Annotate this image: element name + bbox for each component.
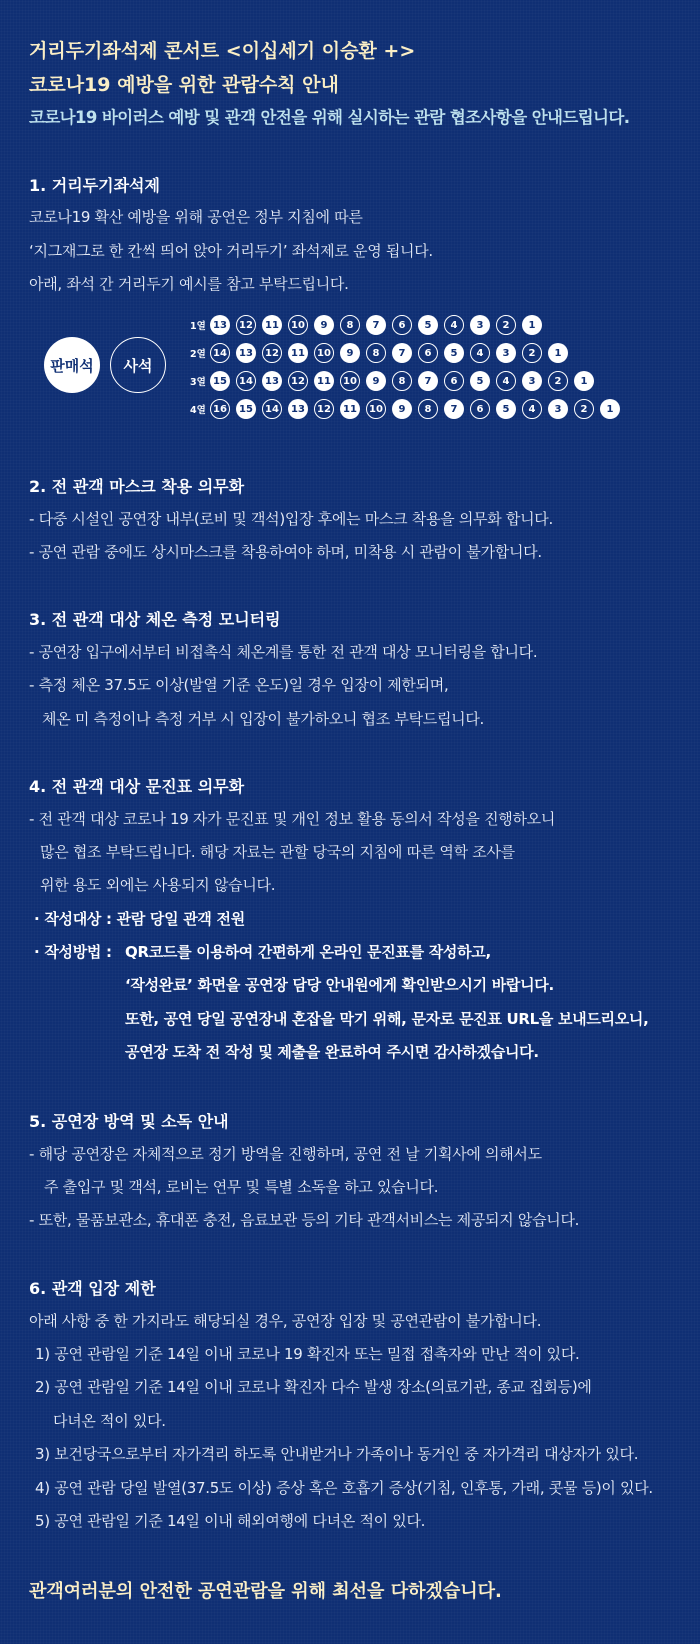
seat-sold: 7: [366, 315, 386, 335]
section-3-line: 체온 미 측정이나 측정 거부 시 입장이 불가하오니 협조 부탁드립니다.: [42, 710, 485, 728]
section-5-title: 5. 공연장 방역 및 소독 안내: [29, 1112, 229, 1131]
seat-distance: 2: [496, 315, 516, 335]
seat-row-label: 3열: [190, 377, 206, 388]
seat-sold: 15: [210, 371, 230, 391]
seat-distance: 14: [262, 399, 282, 419]
seat-distance: 8: [340, 315, 360, 335]
seat-sold: 3: [470, 315, 490, 335]
section-4-target: · 작성대상 : 관람 당일 관객 전원: [34, 910, 245, 928]
seat-distance: 16: [210, 399, 230, 419]
section-2-line: - 다중 시설인 공연장 내부(로비 및 객석)입장 후에는 마스크 착용을 의무화 합니다.: [29, 510, 553, 528]
legend-distance-seat: 사석: [110, 337, 166, 393]
subtitle: 코로나19 바이러스 예방 및 관객 안전을 위해 실시하는 관람 협조사항을 안내드립니다.: [29, 108, 630, 127]
seat-distance: 4: [522, 399, 542, 419]
seat-distance: 2: [574, 399, 594, 419]
seat-row-1: [190, 314, 548, 336]
section-4-method-line: 공연장 도착 전 작성 및 제출을 완료하여 주시면 감사하겠습니다.: [125, 1043, 539, 1061]
seat-distance: 8: [366, 343, 386, 363]
section-6-item: 4) 공연 관람 당일 발열(37.5도 이상) 증상 혹은 호흡기 증상(기침, 인후통, 가래, 콧물 등)이 있다.: [35, 1479, 653, 1497]
seat-sold: 1: [522, 315, 542, 335]
seat-sold: 3: [548, 399, 568, 419]
seat-distance: 4: [496, 371, 516, 391]
section-3-line: - 측정 체온 37.5도 이상(발열 기준 온도)일 경우 입장이 제한되며,: [29, 676, 449, 694]
seat-distance: 10: [340, 371, 360, 391]
section-4-method-label: · 작성방법 :: [34, 943, 112, 961]
seat-sold: 13: [210, 315, 230, 335]
seat-distance: 6: [470, 399, 490, 419]
section-6-item: 다녀온 적이 있다.: [53, 1412, 166, 1430]
seat-distance: 14: [210, 343, 230, 363]
seat-distance: 14: [236, 371, 256, 391]
seat-distance: 12: [314, 399, 334, 419]
section-6-item: 2) 공연 관람일 기준 14일 이내 코로나 확진자 다수 발생 장소(의료기관, 종교 집회등)에: [35, 1378, 592, 1396]
section-4-method-line: 또한, 공연 당일 공연장내 혼잡을 막기 위해, 문자로 문진표 URL을 보내드리오니,: [125, 1010, 649, 1028]
seat-row-3: [190, 370, 600, 392]
section-1-line: ‘지그재그로 한 칸씩 띄어 앉아 거리두기’ 좌석제로 운영 됩니다.: [29, 242, 433, 260]
seat-distance: 10: [366, 399, 386, 419]
seat-distance: 12: [262, 343, 282, 363]
seat-sold: 5: [496, 399, 516, 419]
seat-distance: 12: [236, 315, 256, 335]
seat-sold: 5: [470, 371, 490, 391]
section-6-intro: 아래 사항 중 한 가지라도 해당되실 경우, 공연장 입장 및 공연관람이 불가합니다.: [29, 1312, 542, 1330]
seat-sold: 7: [418, 371, 438, 391]
seat-sold: 13: [236, 343, 256, 363]
seat-distance: 12: [288, 371, 308, 391]
seat-sold: 7: [392, 343, 412, 363]
seat-sold: 11: [262, 315, 282, 335]
seat-distance: 4: [470, 343, 490, 363]
seat-distance: 10: [288, 315, 308, 335]
section-1-title: 1. 거리두기좌석제: [29, 176, 160, 195]
closing-message: 관객여러분의 안전한 공연관람을 위해 최선을 다하겠습니다.: [29, 1581, 502, 1602]
seat-sold: 11: [340, 399, 360, 419]
seat-row-label: 2열: [190, 349, 206, 360]
seat-sold: 9: [314, 315, 334, 335]
seat-sold: 3: [522, 371, 542, 391]
seat-sold: 1: [574, 371, 594, 391]
section-3-line: - 공연장 입구에서부터 비접촉식 체온계를 통한 전 관객 대상 모니터링을 합니다.: [29, 643, 538, 661]
seat-distance: 8: [418, 399, 438, 419]
seat-sold: 5: [418, 315, 438, 335]
section-5-line: - 또한, 물품보관소, 휴대폰 충전, 음료보관 등의 기타 관객서비스는 제공되지 않습니다.: [29, 1211, 580, 1229]
seat-row-4: [190, 398, 626, 420]
section-2-title: 2. 전 관객 마스크 착용 의무화: [29, 477, 245, 496]
section-2-line: - 공연 관람 중에도 상시마스크를 착용하여야 하며, 미착용 시 관람이 불가합니다.: [29, 543, 542, 561]
seat-sold: 5: [444, 343, 464, 363]
seat-distance: 4: [444, 315, 464, 335]
seat-sold: 1: [548, 343, 568, 363]
seat-sold: 15: [236, 399, 256, 419]
section-5-line: 주 출입구 및 객석, 로비는 연무 및 특별 소독을 하고 있습니다.: [44, 1178, 439, 1196]
seat-sold: 13: [262, 371, 282, 391]
section-1-line: 아래, 좌석 간 거리두기 예시를 참고 부탁드립니다.: [29, 275, 349, 293]
section-3-title: 3. 전 관객 대상 체온 측정 모니터링: [29, 610, 281, 629]
seat-distance: 10: [314, 343, 334, 363]
seat-sold: 1: [600, 399, 620, 419]
seat-sold: 11: [314, 371, 334, 391]
seat-distance: 2: [548, 371, 568, 391]
section-4-method-line: QR코드를 이용하여 간편하게 온라인 문진표를 작성하고,: [125, 943, 491, 961]
section-6-item: 1) 공연 관람일 기준 14일 이내 코로나 19 확진자 또는 밀접 접촉자와 만난 적이 있다.: [35, 1345, 580, 1363]
seat-sold: 9: [392, 399, 412, 419]
section-4-title: 4. 전 관객 대상 문진표 의무화: [29, 777, 245, 796]
section-4-method-line: ‘작성완료’ 화면을 공연장 담당 안내원에게 확인받으시기 바랍니다.: [125, 976, 554, 994]
section-6-item: 3) 보건당국으로부터 자가격리 하도록 안내받거나 가족이나 동거인 중 자가격리 대상자가 있다.: [35, 1445, 639, 1463]
seat-distance: 6: [444, 371, 464, 391]
seat-distance: 8: [392, 371, 412, 391]
seat-row-2: [190, 342, 574, 364]
section-6-item: 5) 공연 관람일 기준 14일 이내 해외여행에 다녀온 적이 있다.: [35, 1512, 426, 1530]
section-6-title: 6. 관객 입장 제한: [29, 1279, 156, 1298]
section-5-line: - 해당 공연장은 자체적으로 정기 방역을 진행하며, 공연 전 날 기획사에 의해서도: [29, 1145, 542, 1163]
seat-row-label: 4열: [190, 405, 206, 416]
seat-sold: 3: [496, 343, 516, 363]
seat-row-label: 1열: [190, 321, 206, 332]
seat-sold: 9: [366, 371, 386, 391]
title-line-1: 거리두기좌석제 콘서트 <이십세기 이승환 +>: [29, 40, 416, 62]
seat-distance: 2: [522, 343, 542, 363]
section-4-line: 많은 협조 부탁드립니다. 해당 자료는 관할 당국의 지침에 따른 역학 조사를: [40, 843, 515, 861]
seat-distance: 6: [418, 343, 438, 363]
title-line-2: 코로나19 예방을 위한 관람수칙 안내: [29, 74, 339, 96]
legend-sold-seat: 판매석: [44, 337, 100, 393]
section-1-line: 코로나19 확산 예방을 위해 공연은 정부 지침에 따른: [29, 208, 363, 226]
seat-sold: 11: [288, 343, 308, 363]
seat-sold: 9: [340, 343, 360, 363]
seat-sold: 7: [444, 399, 464, 419]
seat-distance: 6: [392, 315, 412, 335]
section-4-line: 위한 용도 외에는 사용되지 않습니다.: [40, 876, 276, 894]
section-4-line: - 전 관객 대상 코로나 19 자가 문진표 및 개인 정보 활용 동의서 작성을 진행하오니: [29, 810, 556, 828]
seat-sold: 13: [288, 399, 308, 419]
